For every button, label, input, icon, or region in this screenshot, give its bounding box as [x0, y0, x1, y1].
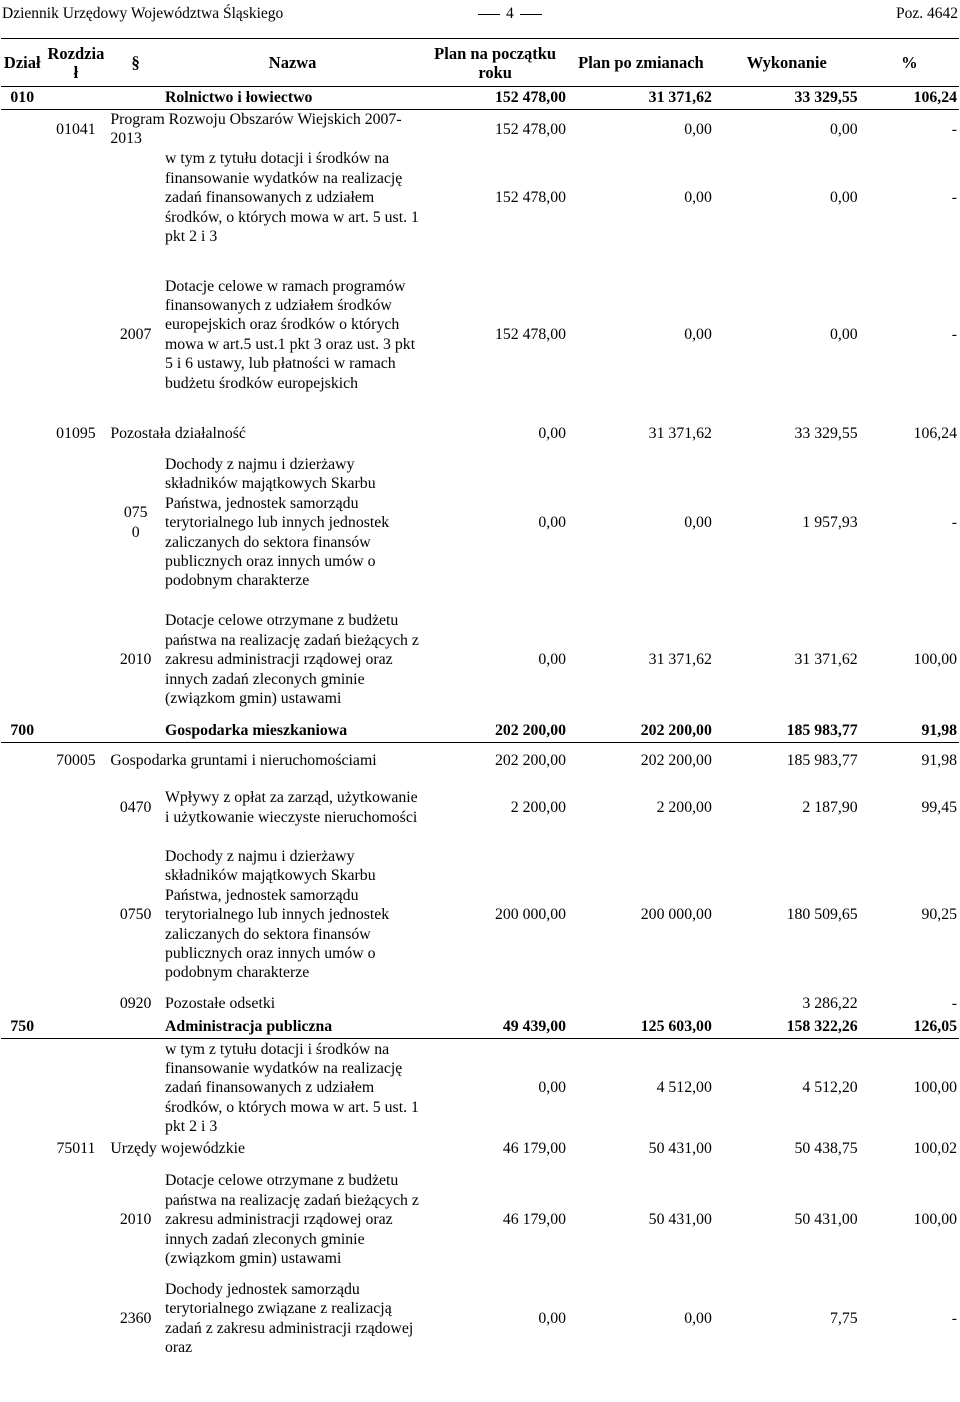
wykonanie-value: 50 438,75	[794, 1140, 858, 1158]
empty-cell	[44, 1039, 109, 1137]
procent-value: 100,00	[913, 651, 957, 669]
row-name: Program Rozwoju Obszarów Wiejskich 2007-2013	[110, 111, 402, 148]
plan-pocz-value: 49 439,00	[422, 1015, 568, 1039]
wykonanie-value: 33 329,55	[714, 87, 860, 110]
table-row	[1, 779, 959, 837]
plan-pocz-value: 2 200,00	[510, 799, 567, 817]
paragraf-code: 0750	[119, 906, 152, 924]
wykonanie-value: 4 512,20	[802, 1079, 858, 1097]
wykonanie-value: 158 322,26	[714, 1015, 860, 1039]
empty-cell	[44, 601, 109, 719]
empty-cell	[1, 1137, 44, 1161]
table-body	[1, 87, 959, 1359]
plan-pocz-value: 200 000,00	[494, 906, 567, 924]
dzial-code: 750	[1, 1015, 44, 1039]
col-header-rozdzial: Rozdział	[44, 39, 109, 87]
empty-cell	[1, 993, 44, 1015]
paragraf-code: 2010	[119, 1211, 152, 1229]
plan-pocz-value: 202 200,00	[494, 752, 567, 770]
plan-pocz-value: 0,00	[538, 514, 567, 532]
rozdzial-row	[1, 743, 959, 779]
dzial-code: 010	[1, 87, 44, 110]
plan-pocz-value: 46 179,00	[502, 1140, 567, 1158]
wykonanie-value: 185 983,77	[786, 752, 858, 770]
empty-cell	[44, 779, 109, 837]
col-header-dzial: Dział	[1, 39, 44, 87]
row-name: Wpływy z opłat za zarząd, użytkowanie i użytkowanie wieczyste nieruchomości	[165, 789, 418, 826]
row-name: Dochody jednostek samorządu terytorialnego związane z realizacją zadań z zakresu administracji rządowej oraz	[165, 1281, 414, 1357]
row-name: Dotacje celowe w ramach programów finansowanych z udziałem środków europejskich oraz środków o których mowa w art.5 ust.1 pkt 3 oraz ust. 3 pkt 5 i 6 ustawy, lub płatności w ramach budżetu środków europejskich	[165, 277, 416, 392]
procent-value: -	[951, 995, 957, 1013]
plan-po-value: 0,00	[684, 1310, 712, 1328]
table-row	[1, 149, 959, 247]
rozdzial-code: 70005	[56, 752, 96, 770]
paragraf-code: 2010	[119, 651, 152, 669]
empty-cell	[1, 601, 44, 719]
wykonanie-value: 2 187,90	[802, 799, 858, 817]
plan-po-value: 4 512,00	[656, 1079, 712, 1097]
plan-po-value: 0,00	[684, 514, 712, 532]
col-header-nazwa: Nazwa	[163, 39, 422, 87]
procent-value: 99,45	[921, 799, 957, 817]
dzial-row	[1, 87, 959, 110]
empty-cell	[44, 1279, 109, 1359]
wykonanie-value: 180 509,65	[786, 906, 858, 924]
wykonanie-value: 7,75	[830, 1310, 858, 1328]
plan-po-value: 50 431,00	[648, 1140, 712, 1158]
plan-pocz-value	[422, 993, 568, 1015]
plan-pocz-value: 0,00	[538, 425, 567, 443]
procent-value: 106,24	[913, 425, 957, 443]
journal-title: Dziennik Urzędowy Województwa Śląskiego	[2, 5, 284, 22]
empty-cell	[1, 247, 44, 423]
wykonanie-value: 0,00	[830, 189, 858, 207]
rozdzial-row	[1, 1137, 959, 1161]
paragraf-code: 2007	[119, 326, 152, 344]
empty-cell	[44, 837, 109, 993]
paragraf-code: 075 0	[123, 504, 148, 541]
row-name: Administracja publiczna	[163, 1015, 422, 1039]
plan-po-value: 0,00	[684, 326, 712, 344]
procent-value: 100,02	[913, 1140, 957, 1158]
row-name: Pozostała działalność	[110, 425, 246, 443]
row-name: w tym z tytułu dotacji i środków na finansowanie wydatków na realizację zadań finansowanych z udziałem środków, o których mowa w art. 5 ust. 1 pkt 2 i 3	[165, 1040, 419, 1136]
plan-po-value: 31 371,62	[648, 425, 712, 443]
procent-value: 100,00	[913, 1211, 957, 1229]
row-name: Gospodarka gruntami i nieruchomościami	[110, 752, 377, 770]
row-name: Dochody z najmu i dzierżawy składników majątkowych Skarbu Państwa, jednostek samorządu terytorialnego lub innych jednostek zaliczanych do sektora finansów publicznych oraz innych umów o podobnym charakterze	[165, 847, 390, 982]
rozdzial-code: 75011	[56, 1140, 96, 1158]
empty-cell	[44, 993, 109, 1015]
plan-po-value: 50 431,00	[648, 1211, 712, 1229]
position-number: Poz. 4642	[896, 5, 958, 22]
plan-po-value: 31 371,62	[648, 651, 712, 669]
procent-value: -	[951, 1310, 957, 1328]
wykonanie-value: 1 957,93	[802, 514, 858, 532]
plan-po-value: 0,00	[684, 120, 712, 138]
rozdzial-row	[1, 423, 959, 445]
table-row	[1, 445, 959, 601]
paragraf-code: 0470	[119, 799, 152, 817]
empty-cell	[1, 779, 44, 837]
row-name: Dotacje celowe otrzymane z budżetu państwa na realizację zadań bieżących z zakresu administracji rządowej oraz innych zadań zleconych gminie (związkom gmin) ustawami	[165, 1172, 419, 1267]
plan-pocz-value: 46 179,00	[502, 1211, 567, 1229]
plan-po-value: 125 603,00	[568, 1015, 714, 1039]
wykonanie-value: 31 371,62	[794, 651, 858, 669]
plan-po-value: 200 000,00	[640, 906, 712, 924]
table-row	[1, 247, 959, 423]
plan-pocz-value: 0,00	[538, 1310, 567, 1328]
procent-value: 126,05	[860, 1015, 959, 1039]
wykonanie-value: 0,00	[830, 326, 858, 344]
dzial-row	[1, 1015, 959, 1039]
empty-cell	[108, 1015, 163, 1039]
plan-pocz-value: 0,00	[538, 1079, 567, 1097]
table-row	[1, 1039, 959, 1137]
table-row	[1, 1161, 959, 1279]
procent-value: -	[951, 189, 957, 207]
plan-po-value: 2 200,00	[656, 799, 712, 817]
page-header	[0, 0, 960, 30]
plan-po-value	[568, 993, 714, 1015]
dzial-code: 700	[1, 719, 44, 743]
paragraf-code: 2360	[119, 1310, 152, 1328]
empty-cell	[44, 1015, 109, 1039]
empty-cell	[1, 110, 44, 149]
procent-value: 91,98	[921, 752, 957, 770]
plan-pocz-value: 152 478,00	[494, 326, 567, 344]
table-row	[1, 601, 959, 719]
plan-pocz-value: 152 478,00	[422, 87, 568, 110]
empty-cell	[44, 719, 109, 743]
col-header-plan-po: Plan po zmianach	[568, 39, 714, 87]
plan-po-value: 0,00	[684, 189, 712, 207]
procent-value: 91,98	[860, 719, 959, 743]
plan-po-value: 202 200,00	[568, 719, 714, 743]
table-row	[1, 993, 959, 1015]
procent-value: 106,24	[860, 87, 959, 110]
procent-value: -	[951, 326, 957, 344]
empty-cell	[108, 87, 163, 110]
row-name: Dotacje celowe otrzymane z budżetu państwa na realizację zadań bieżących z zakresu administracji rządowej oraz innych zadań zleconych gminie (związkom gmin) ustawami	[165, 612, 419, 707]
row-name: Rolnictwo i łowiectwo	[163, 87, 422, 110]
empty-cell	[1, 445, 44, 601]
empty-cell	[44, 87, 109, 110]
empty-cell	[44, 445, 109, 601]
table-row	[1, 837, 959, 993]
empty-cell	[1, 1161, 44, 1279]
empty-cell	[1, 149, 44, 247]
col-header-wykonanie: Wykonanie	[714, 39, 860, 87]
dzial-row	[1, 719, 959, 743]
empty-cell	[44, 1161, 109, 1279]
paragraf-code: 0920	[119, 995, 152, 1013]
row-name: Dochody z najmu i dzierżawy składników majątkowych Skarbu Państwa, jednostek samorządu terytorialnego lub innych jednostek zaliczanych do sektora finansów publicznych oraz innych umów o podobnym charakterze	[165, 455, 390, 590]
row-name: Pozostałe odsetki	[165, 995, 276, 1013]
empty-cell	[1, 743, 44, 779]
wykonanie-value: 50 431,00	[794, 1211, 858, 1229]
rozdzial-code: 01041	[56, 120, 96, 138]
empty-cell	[1, 423, 44, 445]
empty-cell	[1, 1279, 44, 1359]
empty-cell	[1, 1039, 44, 1137]
income-table	[1, 38, 959, 1359]
empty-cell	[44, 149, 109, 247]
table-row	[1, 1279, 959, 1359]
procent-value: 100,00	[913, 1079, 957, 1097]
row-name: Gospodarka mieszkaniowa	[163, 719, 422, 743]
wykonanie-value: 185 983,77	[714, 719, 860, 743]
plan-po-value: 202 200,00	[640, 752, 712, 770]
empty-cell	[1, 837, 44, 993]
col-header-paragraf: §	[108, 39, 163, 87]
rozdzial-row	[1, 110, 959, 149]
rozdzial-code: 01095	[56, 425, 96, 443]
procent-value: -	[951, 120, 957, 138]
page-number: 4	[472, 5, 548, 23]
row-name: Urzędy wojewódzkie	[110, 1140, 245, 1158]
wykonanie-value: 3 286,22	[802, 995, 858, 1013]
plan-pocz-value: 152 478,00	[494, 120, 567, 138]
empty-cell	[108, 149, 163, 247]
empty-cell	[108, 719, 163, 743]
procent-value: -	[951, 514, 957, 532]
row-name: w tym z tytułu dotacji i środków na finansowanie wydatków na realizację zadań finansowanych z udziałem środków, o których mowa w art. 5 ust. 1 pkt 2 i 3	[165, 150, 419, 245]
empty-cell	[108, 1039, 163, 1137]
col-header-plan-pocz: Plan na początku roku	[422, 39, 568, 87]
wykonanie-value: 0,00	[830, 120, 858, 138]
wykonanie-value: 33 329,55	[794, 425, 858, 443]
plan-pocz-value: 152 478,00	[494, 189, 567, 207]
plan-pocz-value: 202 200,00	[422, 719, 568, 743]
procent-value: 90,25	[921, 906, 957, 924]
plan-pocz-value: 0,00	[538, 651, 567, 669]
plan-po-value: 31 371,62	[568, 87, 714, 110]
empty-cell	[44, 247, 109, 423]
col-header-procent: %	[860, 39, 959, 87]
